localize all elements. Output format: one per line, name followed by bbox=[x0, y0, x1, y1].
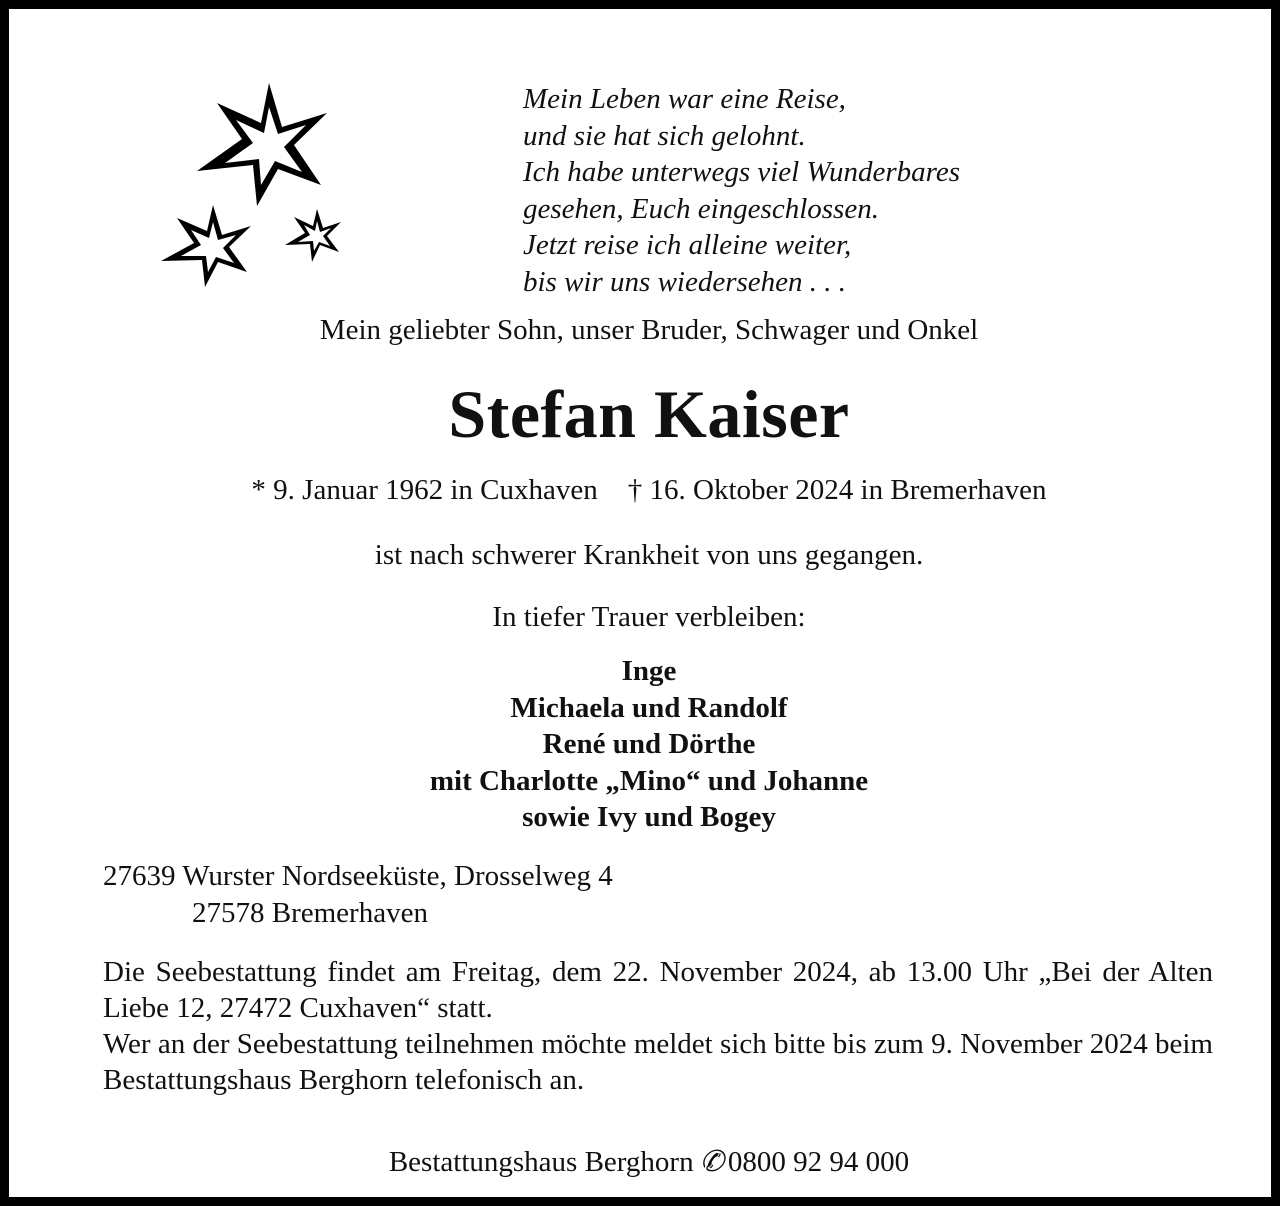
address-line-1: 27639 Wurster Nordseeküste, Drosselweg 4 bbox=[103, 860, 613, 892]
funeral-home-name: Bestattungshaus Berghorn bbox=[388, 1146, 694, 1178]
mourners-intro: In tiefer Trauer verbleiben: bbox=[492, 601, 806, 633]
family-member: sowie Ivy und Bogey bbox=[522, 801, 776, 833]
passed-away-line: ist nach schwerer Krankheit von uns gegangen. bbox=[374, 539, 924, 571]
funeral-home-footer bbox=[9, 1144, 1280, 1179]
address-line-2: 27578 Bremerhaven bbox=[192, 897, 428, 929]
family-member: René und Dörthe bbox=[542, 728, 756, 760]
death-date: † 16. Oktober 2024 in Bremerhaven bbox=[627, 474, 1047, 506]
phone-icon: ✆ bbox=[699, 1146, 724, 1178]
life-dates bbox=[9, 474, 1280, 507]
poem-line: gesehen, Euch eingeschlossen. bbox=[523, 192, 879, 225]
birth-date: * 9. Januar 1962 in Cuxhaven bbox=[251, 474, 598, 506]
family-member: Michaela und Randolf bbox=[510, 691, 788, 724]
poem bbox=[523, 81, 960, 300]
registration-paragraph: Wer an der Seebestattung teilnehmen möchte meldet sich bitte bis zum 9. November 2024 beim Bestattungshaus Berghorn telefonisch an. bbox=[103, 1028, 1213, 1096]
poem-line: Jetzt reise ich alleine weiter, bbox=[523, 229, 852, 261]
poem-line: bis wir uns wiedersehen . . . bbox=[523, 265, 847, 298]
phone-number: 0800 92 94 000 bbox=[727, 1146, 910, 1178]
stars-icon bbox=[149, 79, 369, 309]
poem-line: und sie hat sich gelohnt. bbox=[523, 119, 806, 152]
funeral-paragraph: Die Seebestattung findet am Freitag, dem 22. November 2024, ab 13.00 Uhr „Bei der Alten Liebe 12, 27472 Cuxhaven“ statt. bbox=[103, 956, 1213, 1024]
poem-line: Ich habe unterwegs viel Wunderbares bbox=[523, 156, 961, 188]
poem-line: Mein Leben war eine Reise, bbox=[523, 83, 846, 115]
family-member: mit Charlotte „Mino“ und Johanne bbox=[429, 764, 869, 797]
family-member: Inge bbox=[621, 655, 677, 687]
intro-line: Mein geliebter Sohn, unser Bruder, Schwager und Onkel bbox=[319, 314, 979, 346]
deceased-name: Stefan Kaiser bbox=[448, 376, 850, 452]
family-list bbox=[9, 653, 1280, 836]
funeral-info bbox=[103, 954, 1213, 1098]
